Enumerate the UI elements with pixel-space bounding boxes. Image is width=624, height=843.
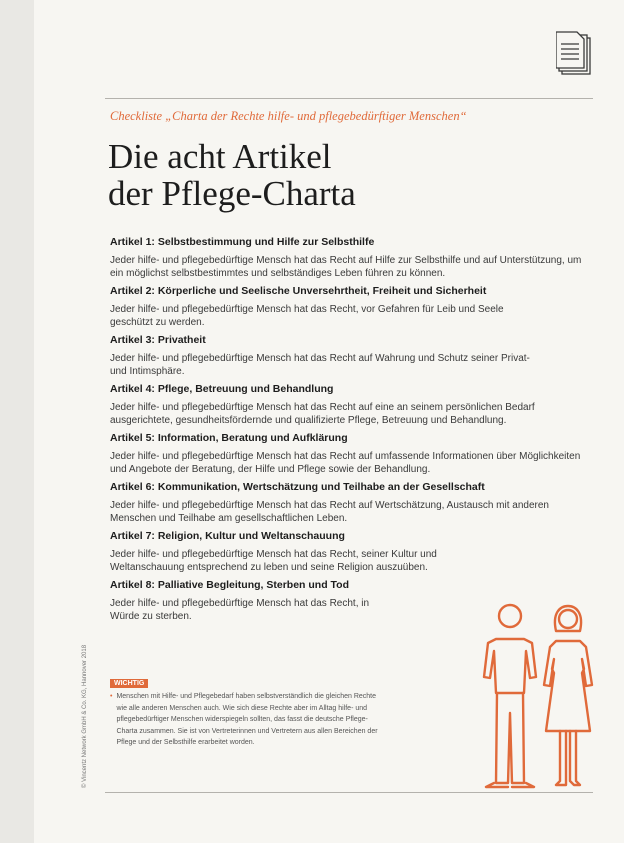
- important-label: WICHTIG: [110, 679, 148, 688]
- article-list: [110, 236, 590, 628]
- article-5: [110, 432, 590, 476]
- article-heading: Artikel 6: Kommunikation, Wertschätzung und Teilhabe an der Gesellschaft: [110, 481, 485, 493]
- article-heading: Artikel 4: Pflege, Betreuung und Behandlung: [110, 383, 334, 395]
- article-heading: Artikel 5: Information, Beratung und Aufklärung: [110, 432, 348, 444]
- article-6: [110, 481, 590, 525]
- document-stack-icon: [556, 30, 594, 76]
- bullet-icon: •: [110, 693, 113, 700]
- article-3: [110, 334, 590, 378]
- copyright-side-note: © Vincentz Network GmbH & Co. KG, Hannover 2018: [82, 644, 88, 788]
- article-heading: Artikel 1: Selbstbestimmung und Hilfe zur Selbsthilfe: [110, 236, 375, 248]
- man-woman-icon: [480, 603, 600, 793]
- article-heading: Artikel 8: Palliative Begleitung, Sterben und Tod: [110, 579, 350, 591]
- article-text: Jeder hilfe- und pflegebedürftige Mensch hat das Recht auf Wertschätzung, Austausch mit anderen Menschen und Teilhabe am gesellschaftlichen Leben.: [110, 500, 549, 524]
- article-text: Jeder hilfe- und pflegebedürftige Mensch hat das Recht, seiner Kultur und Weltanschauung entsprechend zu leben und seine Religion auszuüben.: [110, 549, 437, 573]
- article-2: [110, 285, 590, 329]
- important-note: [110, 672, 380, 749]
- page-title: [108, 138, 578, 212]
- article-7: [110, 530, 590, 574]
- article-heading: Artikel 3: Privatheit: [110, 334, 206, 346]
- article-text: Jeder hilfe- und pflegebedürftige Mensch hat das Recht auf Wahrung und Schutz seiner Privat- und Intimsphäre.: [110, 353, 530, 377]
- checklist-title: Checkliste „Charta der Rechte hilfe- und pflegebedürftiger Menschen“: [110, 109, 467, 123]
- article-text: Jeder hilfe- und pflegebedürftige Mensch hat das Recht auf Hilfe zur Selbsthilfe und auf Unterstützung, um ein möglichst selbstbestimmtes und selbständiges Leben führen zu können.: [110, 255, 582, 279]
- article-text: Jeder hilfe- und pflegebedürftige Mensch hat das Recht auf umfassende Informationen über Möglichkeiten und Angebote der Beratung, der Hilfe und Pflege sowie der Behandlung.: [110, 451, 581, 475]
- article-1: [110, 236, 590, 280]
- article-text: Jeder hilfe- und pflegebedürftige Mensch hat das Recht, vor Gefahren für Leib und Seele geschützt zu werden.: [110, 304, 504, 328]
- article-text: Jeder hilfe- und pflegebedürftige Mensch hat das Recht, in Würde zu sterben.: [110, 598, 370, 622]
- article-heading: Artikel 2: Körperliche und Seelische Unversehrtheit, Freiheit und Sicherheit: [110, 285, 487, 297]
- article-text: Jeder hilfe- und pflegebedürftige Mensch hat das Recht auf eine an seinem persönlichen Bedarf ausgerichtete, gesundheitsfördernde und qualifizierte Pflege, Betreuung und Behandlung.: [110, 402, 535, 426]
- title-line-1: Die acht Artikel: [108, 137, 332, 176]
- top-divider: [105, 98, 593, 99]
- important-text: Menschen mit Hilfe- und Pflegebedarf haben selbstverständlich die gleichen Rechte wie alle anderen Menschen auch. Wie sich diese Rechte aber im Alltag hilfe- und pflegebedürftiger Menschen widerspiegeln sollten, das fasst die deutsche Pflege-Charta zusammen. Sie ist von Vertreterinnen und Vertretern aus allen Bereichen der Pflege und der Selbsthilfe erarbeitet worden.: [116, 693, 378, 746]
- bottom-divider: [105, 792, 593, 793]
- article-heading: Artikel 7: Religion, Kultur und Weltanschauung: [110, 530, 345, 542]
- title-line-2: der Pflege-Charta: [108, 174, 356, 213]
- important-body: [110, 691, 380, 749]
- article-4: [110, 383, 590, 427]
